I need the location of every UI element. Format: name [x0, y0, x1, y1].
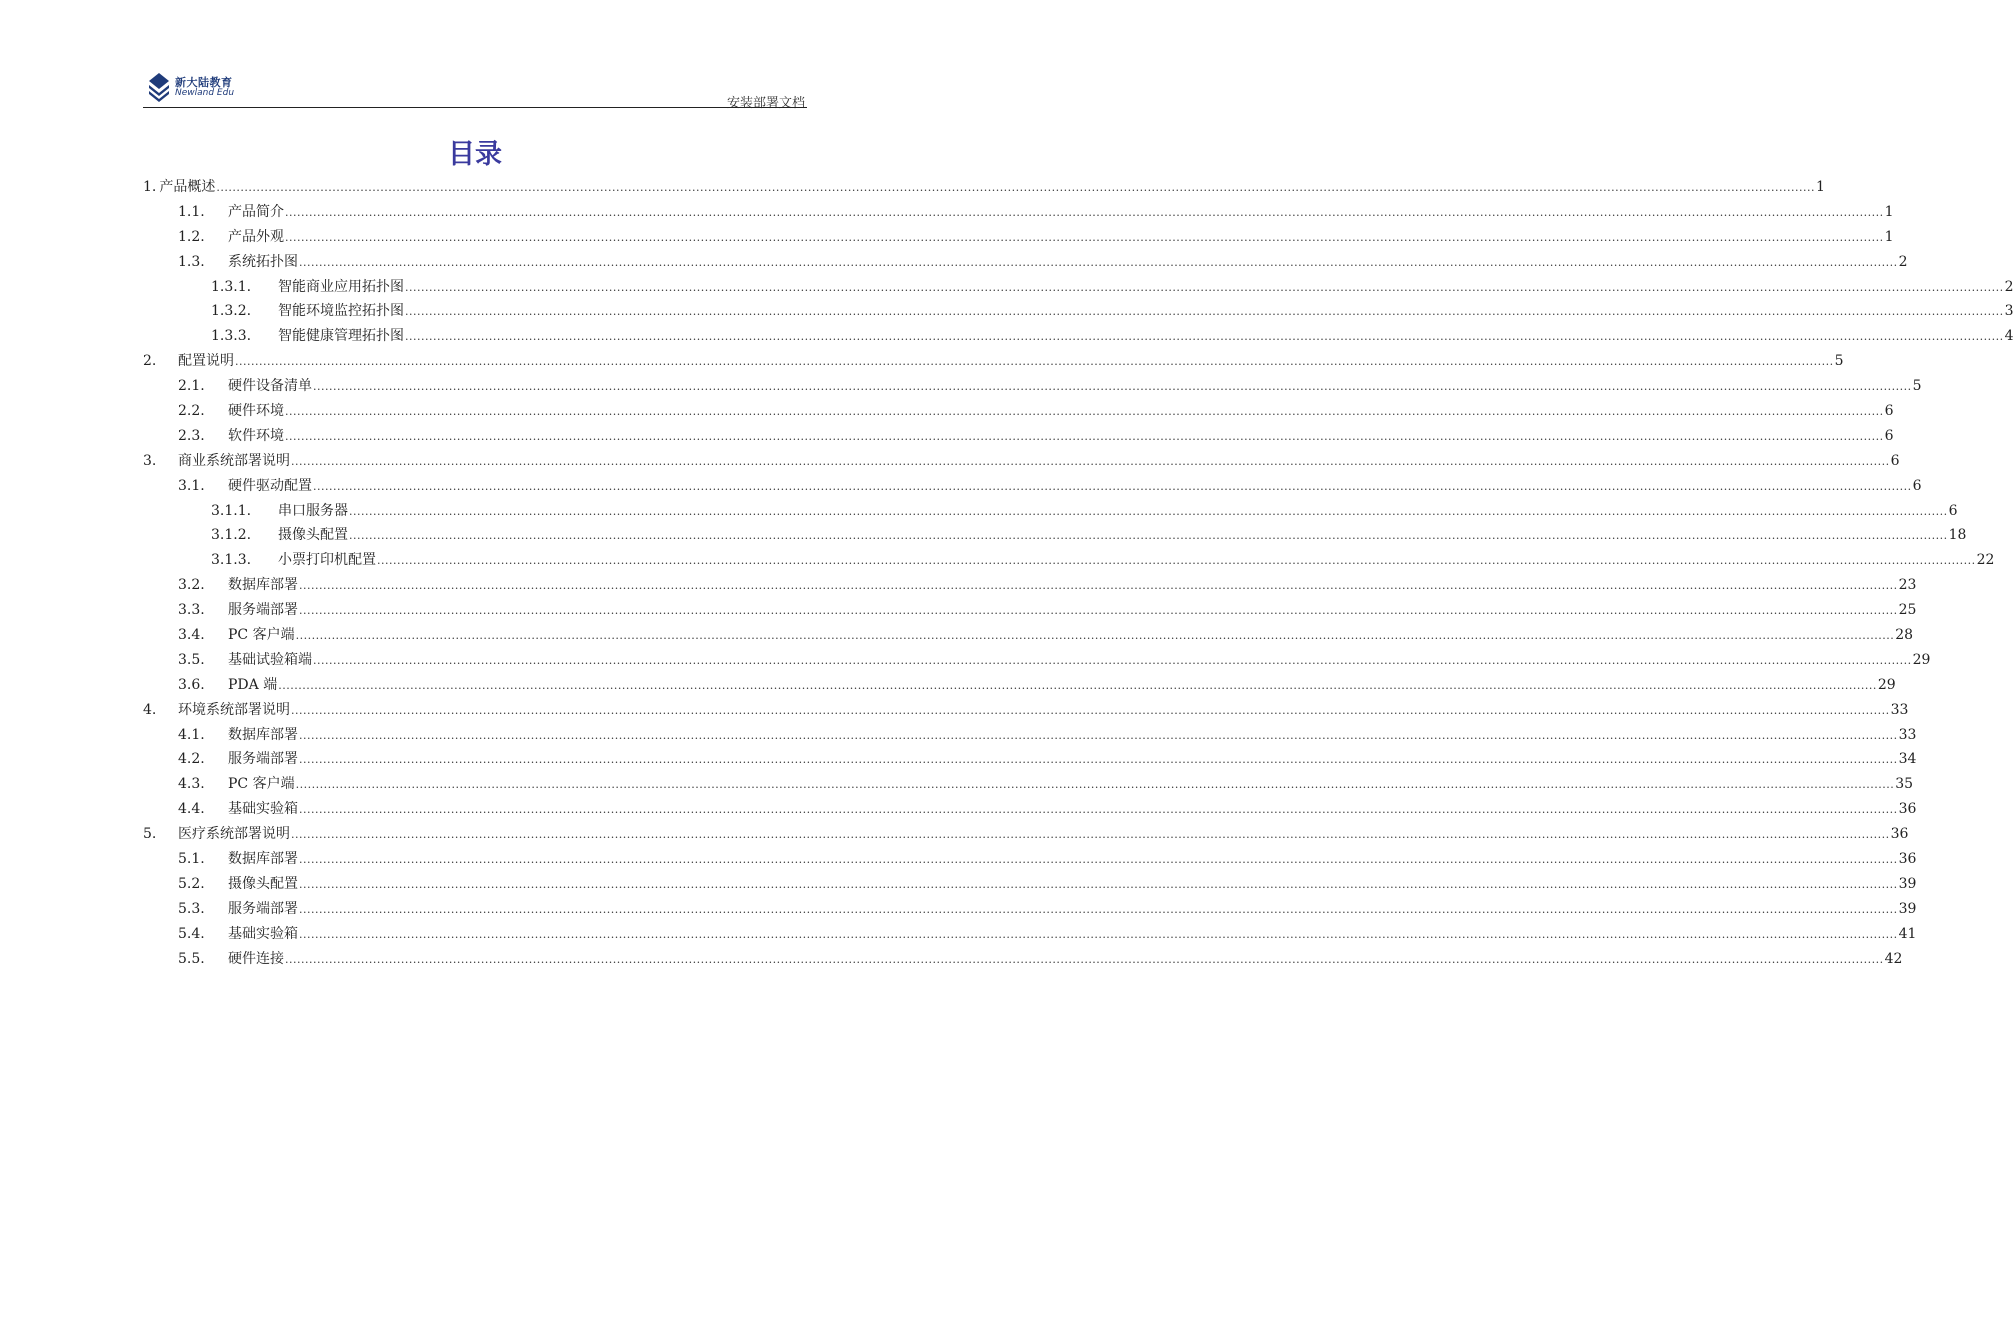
toc-entry-title: 硬件环境: [228, 403, 284, 420]
table-of-contents: [143, 175, 2014, 972]
toc-entry[interactable]: [143, 250, 1908, 275]
toc-entry-number: 3.6.: [178, 676, 205, 693]
toc-entry[interactable]: [143, 573, 1917, 598]
logo-chinese-text: 新大陆教育: [175, 76, 233, 89]
toc-entry-number: 2.: [143, 353, 157, 370]
toc-entry-page-number: 36: [1890, 826, 1909, 843]
toc-dot-leader: ................................................................................................................................................................................................................................................................................................................................................................................................................: [299, 902, 1898, 916]
toc-entry-number: 2.2.: [178, 403, 205, 420]
header-document-title: 安装部署文档: [726, 96, 805, 111]
toc-dot-leader: ................................................................................................................................................................................................................................................................................................................................................................................................................: [313, 380, 1912, 394]
toc-entry-title: 配置说明: [178, 353, 234, 370]
toc-entry-title: 智能健康管理拓扑图: [278, 328, 404, 345]
toc-entry[interactable]: [143, 474, 1922, 499]
toc-entry-title: 小票打印机配置: [278, 552, 376, 569]
toc-entry-title: 硬件连接: [228, 950, 284, 967]
toc-title: 目录: [448, 139, 502, 170]
toc-entry[interactable]: [143, 673, 1896, 698]
toc-entry-title: 硬件驱动配置: [228, 477, 312, 494]
toc-entry[interactable]: [143, 200, 1894, 225]
toc-dot-leader: ................................................................................................................................................................................................................................................................................................................................................................................................................: [299, 604, 1898, 618]
toc-entry-number: 5.1.: [178, 851, 205, 868]
toc-entry[interactable]: [143, 548, 1995, 573]
toc-dot-leader: ................................................................................................................................................................................................................................................................................................................................................................................................................: [377, 554, 1976, 568]
toc-entry[interactable]: [143, 175, 1825, 200]
toc-dot-leader: ................................................................................................................................................................................................................................................................................................................................................................................................................: [285, 205, 1884, 219]
toc-entry[interactable]: [143, 225, 1894, 250]
toc-entry-title: 系统拓扑图: [228, 253, 298, 270]
toc-dot-leader: ................................................................................................................................................................................................................................................................................................................................................................................................................: [291, 454, 1890, 468]
toc-entry-title: 数据库部署: [228, 851, 298, 868]
toc-dot-leader: ................................................................................................................................................................................................................................................................................................................................................................................................................: [216, 181, 1815, 194]
toc-entry-number: 3.5.: [178, 651, 205, 668]
logo-english-text: Newland Edu: [175, 88, 235, 98]
toc-dot-leader: ................................................................................................................................................................................................................................................................................................................................................................................................................: [291, 828, 1890, 842]
toc-entry-number: 5.3.: [178, 900, 205, 917]
toc-entry-page-number: 33: [1890, 701, 1909, 718]
toc-entry-title: 摄像头配置: [228, 875, 298, 892]
toc-entry-title: 智能商业应用拓扑图: [278, 278, 404, 295]
toc-entry-title: 服务端部署: [228, 900, 298, 917]
toc-entry-page-number: 36: [1898, 851, 1917, 868]
toc-dot-leader: ................................................................................................................................................................................................................................................................................................................................................................................................................: [313, 479, 1912, 493]
toc-entry[interactable]: [143, 598, 1917, 623]
toc-dot-leader: ................................................................................................................................................................................................................................................................................................................................................................................................................: [299, 927, 1898, 941]
toc-entry-page-number: 6: [1884, 427, 1894, 444]
toc-dot-leader: ................................................................................................................................................................................................................................................................................................................................................................................................................: [285, 405, 1884, 419]
toc-dot-leader: ................................................................................................................................................................................................................................................................................................................................................................................................................: [299, 579, 1898, 593]
toc-dot-leader: ................................................................................................................................................................................................................................................................................................................................................................................................................: [278, 678, 1877, 692]
toc-entry-title: 基础实验箱: [228, 925, 298, 942]
toc-entry-title: 医疗系统部署说明: [178, 826, 290, 843]
toc-entry-page-number: 28: [1895, 627, 1914, 644]
newland-logo-icon: [148, 72, 170, 102]
toc-entry-page-number: 6: [1884, 403, 1894, 420]
toc-dot-leader: ................................................................................................................................................................................................................................................................................................................................................................................................................: [405, 305, 2004, 319]
toc-entry-page-number: 2: [2004, 278, 2014, 295]
toc-entry-number: 3.: [143, 452, 157, 469]
toc-entry-page-number: 39: [1898, 900, 1917, 917]
toc-entry-page-number: 35: [1895, 776, 1914, 793]
toc-entry[interactable]: [143, 947, 1903, 972]
toc-entry-page-number: 6: [1890, 452, 1900, 469]
toc-entry-page-number: 5: [1834, 353, 1844, 370]
toc-dot-leader: ................................................................................................................................................................................................................................................................................................................................................................................................................: [313, 653, 1912, 667]
toc-entry[interactable]: [143, 499, 1958, 524]
toc-entry-number: 4.3.: [178, 776, 205, 793]
toc-entry-number: 1.3.3.: [211, 328, 252, 345]
toc-entry-title: 摄像头配置: [278, 527, 348, 544]
toc-entry-page-number: 36: [1898, 801, 1917, 818]
toc-entry-page-number: 3: [2004, 303, 2014, 320]
toc-entry-title: 服务端部署: [228, 602, 298, 619]
toc-entry-number: 5.2.: [178, 875, 205, 892]
toc-entry-page-number: 2: [1898, 253, 1908, 270]
toc-entry-number: 5.: [143, 826, 157, 843]
toc-dot-leader: ................................................................................................................................................................................................................................................................................................................................................................................................................: [349, 504, 1948, 518]
toc-entry-page-number: 41: [1898, 925, 1917, 942]
newland-edu-logo: [148, 72, 258, 106]
toc-entry-number: 5.4.: [178, 925, 205, 942]
toc-dot-leader: ................................................................................................................................................................................................................................................................................................................................................................................................................: [299, 877, 1898, 891]
toc-entry-number: 3.1.3.: [211, 552, 252, 569]
toc-entry[interactable]: [143, 349, 1844, 374]
toc-dot-leader: ................................................................................................................................................................................................................................................................................................................................................................................................................: [299, 853, 1898, 867]
toc-entry[interactable]: [143, 299, 2014, 324]
toc-dot-leader: ................................................................................................................................................................................................................................................................................................................................................................................................................: [405, 330, 2004, 344]
toc-entry-number: 3.1.1.: [211, 502, 252, 519]
toc-entry-title: PDA 端: [228, 676, 278, 693]
toc-dot-leader: ................................................................................................................................................................................................................................................................................................................................................................................................................: [299, 728, 1898, 742]
toc-entry-page-number: 23: [1898, 577, 1917, 594]
toc-entry[interactable]: [143, 897, 1917, 922]
toc-entry-number: 2.3.: [178, 427, 205, 444]
toc-entry-page-number: 42: [1884, 950, 1903, 967]
toc-dot-leader: ................................................................................................................................................................................................................................................................................................................................................................................................................: [295, 778, 1895, 792]
toc-entry-title: 基础试验箱端: [228, 651, 312, 668]
toc-entry-title: 产品简介: [228, 203, 284, 220]
toc-dot-leader: ................................................................................................................................................................................................................................................................................................................................................................................................................: [291, 703, 1890, 717]
toc-entry[interactable]: [143, 747, 1917, 772]
toc-entry-number: 3.4.: [178, 627, 205, 644]
toc-entry-title: 环境系统部署说明: [178, 701, 290, 718]
toc-entry-number: 3.1.2.: [211, 527, 252, 544]
toc-entry-page-number: 1: [1884, 228, 1894, 245]
toc-entry-page-number: 39: [1898, 875, 1917, 892]
toc-entry[interactable]: [143, 623, 1914, 648]
toc-entry-page-number: 34: [1898, 751, 1917, 768]
toc-dot-leader: ................................................................................................................................................................................................................................................................................................................................................................................................................: [299, 753, 1898, 767]
toc-entry[interactable]: [143, 424, 1894, 449]
toc-entry-number: 4.: [143, 701, 157, 718]
toc-entry-title: PC 客户端: [228, 776, 295, 793]
toc-entry-number: 2.1.: [178, 378, 205, 395]
toc-dot-leader: ................................................................................................................................................................................................................................................................................................................................................................................................................: [285, 952, 1884, 966]
toc-dot-leader: ................................................................................................................................................................................................................................................................................................................................................................................................................: [285, 230, 1884, 244]
toc-dot-leader: ................................................................................................................................................................................................................................................................................................................................................................................................................: [299, 803, 1898, 817]
toc-entry[interactable]: [143, 797, 1917, 822]
toc-dot-leader: ................................................................................................................................................................................................................................................................................................................................................................................................................: [299, 255, 1898, 269]
toc-entry-page-number: 1: [1884, 203, 1894, 220]
toc-entry-title: 硬件设备清单: [228, 378, 312, 395]
toc-entry[interactable]: [143, 275, 2014, 300]
toc-entry-title: 服务端部署: [228, 751, 298, 768]
toc-entry-number: 3.1.: [178, 477, 205, 494]
toc-dot-leader: ................................................................................................................................................................................................................................................................................................................................................................................................................: [285, 429, 1884, 443]
toc-entry-title: 产品外观: [228, 228, 284, 245]
toc-entry[interactable]: [143, 648, 1931, 673]
toc-entry-title: 串口服务器: [278, 502, 348, 519]
toc-entry-page-number: 22: [1976, 552, 1995, 569]
toc-entry-page-number: 4: [2004, 328, 2014, 345]
toc-entry[interactable]: [143, 847, 1917, 872]
toc-entry-number: 4.2.: [178, 751, 205, 768]
toc-dot-leader: ................................................................................................................................................................................................................................................................................................................................................................................................................: [295, 629, 1895, 643]
toc-entry-number: 4.1.: [178, 726, 205, 743]
toc-entry[interactable]: [143, 698, 1909, 723]
toc-dot-leader: ................................................................................................................................................................................................................................................................................................................................................................................................................: [349, 529, 1948, 543]
toc-dot-leader: ................................................................................................................................................................................................................................................................................................................................................................................................................: [235, 355, 1834, 369]
toc-entry-number: 4.4.: [178, 801, 205, 818]
toc-entry-title: 智能环境监控拓扑图: [278, 303, 404, 320]
toc-entry-page-number: 1: [1816, 179, 1825, 195]
toc-entry-page-number: 5: [1912, 378, 1922, 395]
toc-entry[interactable]: [143, 324, 2014, 349]
toc-entry-page-number: 25: [1898, 602, 1917, 619]
toc-entry-page-number: 6: [1948, 502, 1958, 519]
toc-entry-page-number: 6: [1912, 477, 1922, 494]
toc-entry[interactable]: [143, 772, 1914, 797]
toc-entry-title: 软件环境: [228, 427, 284, 444]
toc-entry[interactable]: [143, 822, 1909, 847]
toc-entry-number: 3.2.: [178, 577, 205, 594]
toc-entry-page-number: 33: [1898, 726, 1917, 743]
toc-entry-page-number: 29: [1912, 651, 1931, 668]
toc-entry-number: 1.1.: [178, 203, 205, 220]
toc-entry-page-number: 29: [1877, 676, 1896, 693]
toc-entry-number: 1.3.2.: [211, 303, 252, 320]
toc-entry[interactable]: [143, 374, 1922, 399]
toc-entry-title: 商业系统部署说明: [178, 452, 290, 469]
toc-entry[interactable]: [143, 449, 1900, 474]
toc-entry-title: 数据库部署: [228, 577, 298, 594]
toc-entry-number: 1.3.1.: [211, 278, 252, 295]
toc-entry-title: 数据库部署: [228, 726, 298, 743]
toc-entry-number: 1.2.: [178, 228, 205, 245]
toc-entry-number: 3.3.: [178, 602, 205, 619]
toc-entry[interactable]: [143, 723, 1917, 748]
toc-entry-title: 基础实验箱: [228, 801, 298, 818]
toc-entry[interactable]: [143, 523, 1967, 548]
toc-entry-number: 5.5.: [178, 950, 205, 967]
toc-entry[interactable]: [143, 872, 1917, 897]
toc-entry[interactable]: [143, 922, 1917, 947]
toc-entry-title: PC 客户端: [228, 627, 295, 644]
header-divider: [143, 107, 807, 108]
toc-entry-title: 产品概述: [159, 179, 216, 195]
toc-entry-page-number: 18: [1948, 527, 1967, 544]
toc-entry[interactable]: [143, 399, 1894, 424]
toc-entry-number: 1.: [143, 179, 157, 195]
toc-dot-leader: ................................................................................................................................................................................................................................................................................................................................................................................................................: [405, 280, 2004, 294]
toc-entry-number: 1.3.: [178, 253, 205, 270]
